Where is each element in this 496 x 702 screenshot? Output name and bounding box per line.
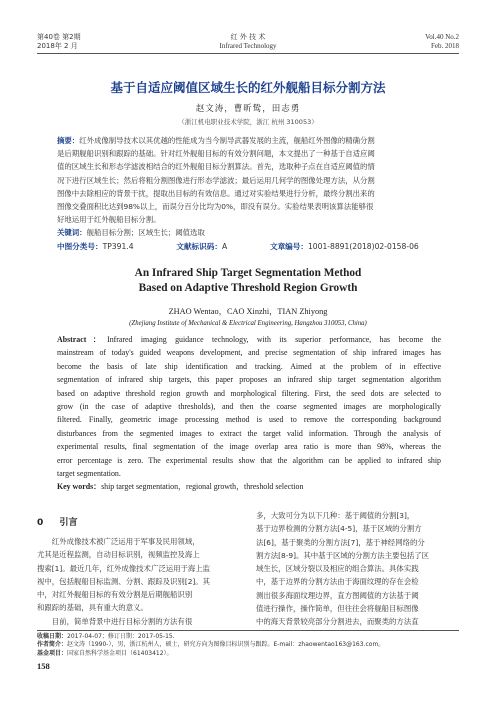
footnote-label: 基金项目： [37, 649, 68, 657]
journal-date: 2018年 2 月 [37, 42, 78, 50]
abstract-en-line: grow (in the case of adaptive thresholds), and then the coarse segmented images are morphologically [57, 402, 441, 412]
abstract-cn-line: 是后期舰船识别和跟踪的基础。针对红外舰船目标的有效分割问题，本文提出了一种基于自适应阈 [57, 149, 375, 159]
body-line: 值进行操作，操作简单，但往往会将舰船目标图像 [256, 604, 419, 614]
abstract-cn [57, 134, 441, 253]
footnote-label: 收稿日期： [37, 633, 68, 640]
clc-value: TP391.4 [102, 241, 134, 251]
body-line: 视中，包括舰船目标监测、分割、跟踪及识别[2]。其 [37, 576, 211, 586]
footnote-label: 作者简介： [37, 641, 68, 649]
issue-date: Feb. 2018 [431, 42, 459, 50]
abstract-en [57, 333, 441, 494]
body-line: 割方法[8-9]。其中基于区域的分割方法主要包括了区 [256, 550, 430, 560]
footnote-rule [37, 630, 459, 631]
keywords-en [57, 480, 441, 493]
abstract-en-line: target segmentation. [57, 469, 121, 479]
clc-label: 中图分类号： [57, 241, 103, 251]
page-number: 158 [37, 661, 50, 671]
title-en-line: An Infrared Ship Target Segmentation Method [134, 267, 362, 279]
keywords-cn-label: 关键词： [57, 228, 87, 238]
abstract-cn-line: 图像中去除相应的背景干扰，提取出目标的有效信息。通过对实验结果进行分析，最终分割出来的 [57, 188, 375, 198]
abstract-en-line: disturbances from the segmented images to extract the target valid information. Through the analysis of [57, 428, 441, 438]
header-center [173, 33, 323, 51]
footnote-author [37, 641, 459, 649]
body-line: 法[6]，基于聚类的分割方法[7]，基于神经网络的分 [256, 537, 425, 547]
body-line: 红外成像技术被广泛运用于军事及民用领域， [37, 537, 200, 546]
body-line: 多，大致可分为以下几种：基于阈值的分割[3]， [256, 511, 415, 520]
abstract-en-line: Infrared imaging guidance technology, with its superior performance, has become the [107, 335, 441, 344]
body-line: 搜索[1]。最近几年，红外成像技术广泛运用于海上监 [37, 563, 211, 573]
footnotes [37, 633, 459, 658]
paper-title-en [37, 266, 459, 296]
footnote-text: 国家自然科学基金项目（61403412）。 [67, 649, 173, 657]
section-heading [37, 515, 78, 528]
authors-cn: 赵文涛，曹昕鸷，田志勇 [195, 104, 301, 114]
abstract-cn-line: 红外成像制导技术以其优越的性能成为当今制导武器发展的主流，舰船红外图像的精确分割 [79, 136, 375, 145]
body-line: 中，对红外舰船目标的有效分割是后期舰船识别 [37, 590, 193, 600]
abstract-cn-label: 摘要： [57, 136, 80, 145]
abstract-cn-line: 况下进行区域生长；然后将粗分割图像进行形态学滤波；最后运用几何学的图像处理方法，从分割 [57, 175, 375, 185]
authors-en: ZHAO Wentao，CAO Xinzhi，TIAN Zhiyong [168, 307, 328, 316]
section-number: 0 [37, 518, 44, 528]
footnote-text: 2017-04-07；修订日期：2017-05-15. [67, 633, 175, 640]
abstract-en-line: filtered. Finally, geometric image processing method is used to remove the corresponding background [57, 415, 441, 425]
body-line: 中的海天背景较亮部分分割进去，而聚类的方法直 [256, 617, 419, 627]
journal-name-en: Infrared Technology [219, 42, 277, 50]
header-left [37, 33, 81, 51]
article-id-label: 文章编号： [269, 241, 308, 251]
journal-volume: 第40卷 第2期 [37, 33, 81, 41]
footnote-text: 赵文涛（1990-），男，浙江杭州人，硕士，研究方向为图像目标识别与跟踪。E-mail：zhaowentao163@163.com。 [67, 641, 385, 649]
doc-code-value: A [221, 241, 228, 251]
volume-number: Vol.40 No.2 [425, 33, 459, 41]
abstract-en-line: error percentage is zero. The experimental results show that the algorithm can be applied to infrared ship [57, 455, 441, 465]
abstract-cn-line: 图像交叠面积比达到98%以上，而误分百分比均为0%，即没有误分。实验结果表明该算法能够很 [57, 202, 374, 212]
classification-line [57, 240, 441, 253]
paper-title-cn: 基于自适应阈值区域生长的红外舰船目标分割方法 [110, 80, 386, 95]
abstract-en-line: mainstream of today's guided weapons development, and precise segmentation of ship infrared images has [57, 348, 441, 358]
keywords-cn-text: 舰船目标分割；区域生长；阈值选取 [86, 228, 205, 238]
affiliation-en: (Zhejiang Institute of Mechanical & Electrical Engineering, Hangzhou 310053, China) [129, 320, 367, 327]
footnote-funding [37, 650, 459, 658]
abstract-en-line: segmentation of infrared ship targets, this paper proposes an infrared ship target segmentation algorithm [57, 375, 441, 385]
header-right [425, 33, 459, 51]
body-line: 域生长，区域分裂以及相应的组合算法。具体实践 [256, 564, 419, 574]
keywords-en-text: ship target segmentation，regional growth，threshold selection [101, 482, 304, 492]
keywords-cn [57, 226, 441, 239]
article-id-value: 1001-8891(2018)02-0158-06 [307, 241, 419, 251]
title-en-line: Based on Adaptive Threshold Region Growth [138, 282, 358, 294]
doc-code-label: 文献标识码： [176, 241, 222, 251]
body-line: 基于边界检测的分割方法[4-5]，基于区域的分割方 [256, 524, 422, 534]
abstract-en-line: become the basis of late ship identification and tracking. Aimed at the problem of in effective [57, 361, 441, 371]
affiliation-cn: （浙江机电职业技术学院，浙江 杭州 310053） [178, 118, 318, 126]
body-line: 目前，简单背景中进行目标分割的方法有很 [37, 616, 193, 626]
body-left-column [37, 535, 244, 628]
abstract-en-label: Abstract： [57, 335, 108, 344]
header-rule [37, 53, 459, 54]
body-line: 和跟踪的基础，具有重大的意义。 [37, 603, 148, 613]
abstract-cn-line: 值的区域生长和形态学滤波相结合的红外舰船目标分割算法。首先，选取种子点在自适应阈值的情 [57, 162, 375, 172]
section-title: 引言 [59, 518, 78, 528]
journal-name-cn: 红 外 技 术 [230, 33, 266, 41]
abstract-en-line: based on adaptive threshold region growth and morphological filtering. First, the seed dots are selected to [57, 388, 441, 398]
abstract-en-line: experimental results, final segmentation of the image overlap area ratio is more than 98%, whereas the [57, 442, 441, 452]
body-line: 测出很多海面纹理边界，直方图阈值的方法基于阈 [256, 590, 419, 600]
body-line: 中，基于边界的分割方法由于海面纹理的存在会检 [256, 577, 419, 587]
body-line: 尤其是近程监测，自动目标识别，视频监控及海上 [37, 550, 200, 560]
abstract-cn-line: 好地运用于红外舰船目标分割。 [57, 215, 161, 225]
keywords-en-label: Key words： [57, 482, 102, 492]
body-right-column [256, 509, 459, 629]
